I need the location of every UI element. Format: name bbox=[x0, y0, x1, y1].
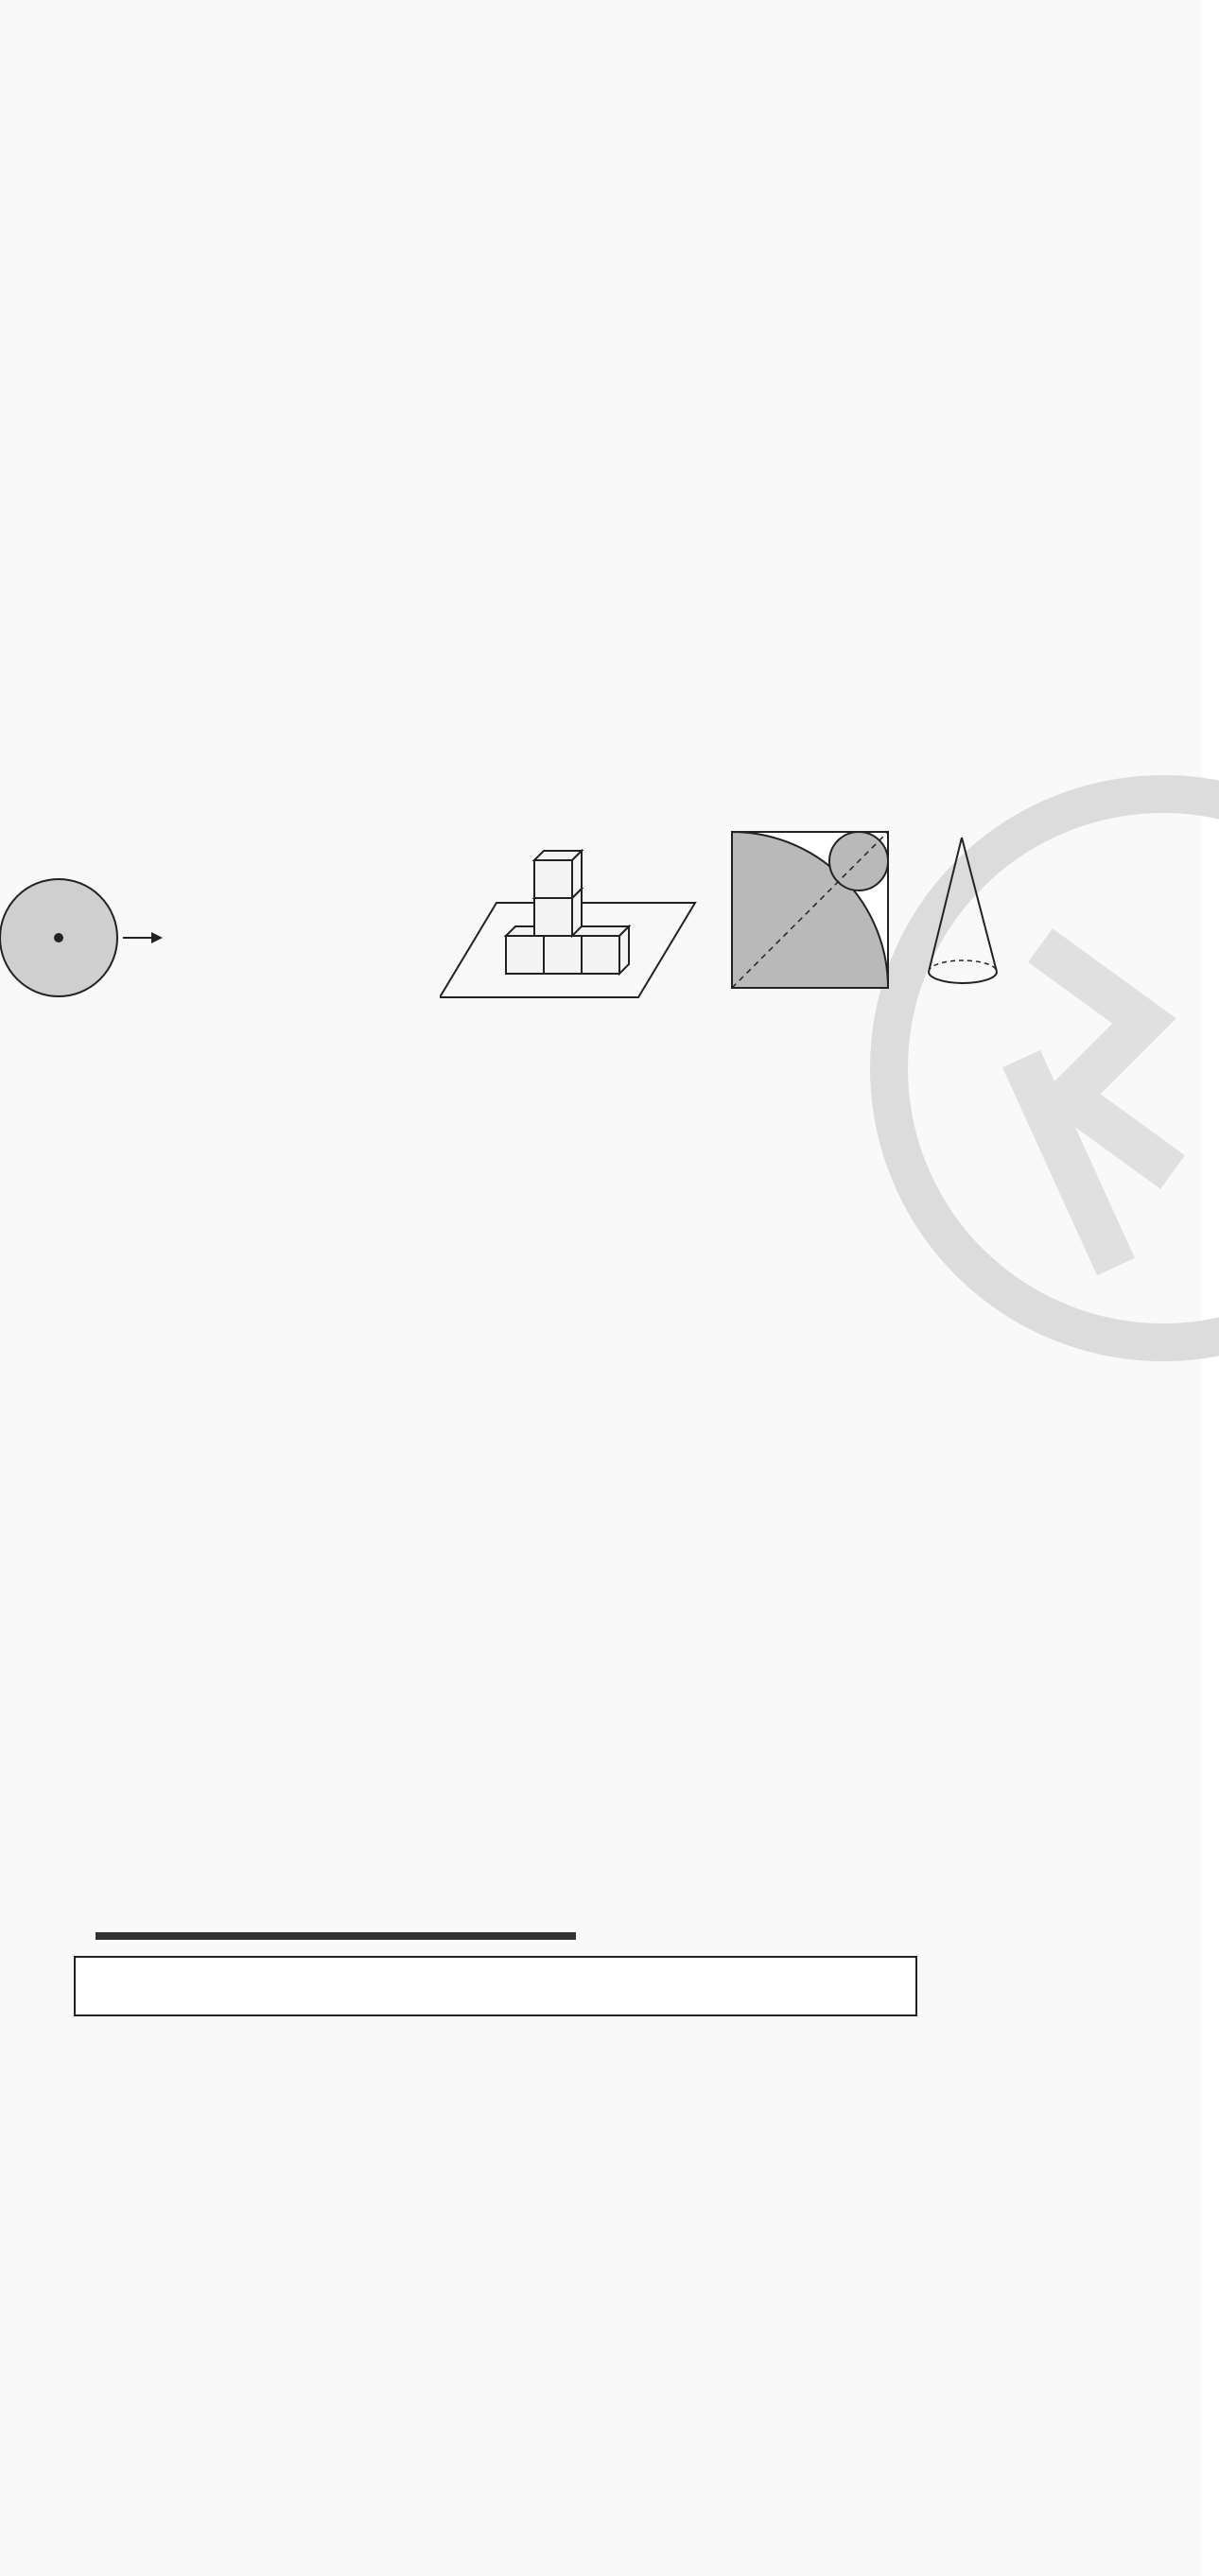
figure-17 bbox=[440, 846, 705, 1007]
cone bbox=[929, 838, 997, 983]
figure-11 bbox=[0, 860, 416, 1011]
figure-19 bbox=[730, 830, 1014, 1000]
rubber-band bbox=[96, 1932, 576, 1940]
cube-stack bbox=[506, 851, 629, 974]
ruler-figure bbox=[72, 1900, 923, 2023]
divided-circle bbox=[0, 879, 117, 996]
ruler-body bbox=[75, 1957, 916, 2015]
